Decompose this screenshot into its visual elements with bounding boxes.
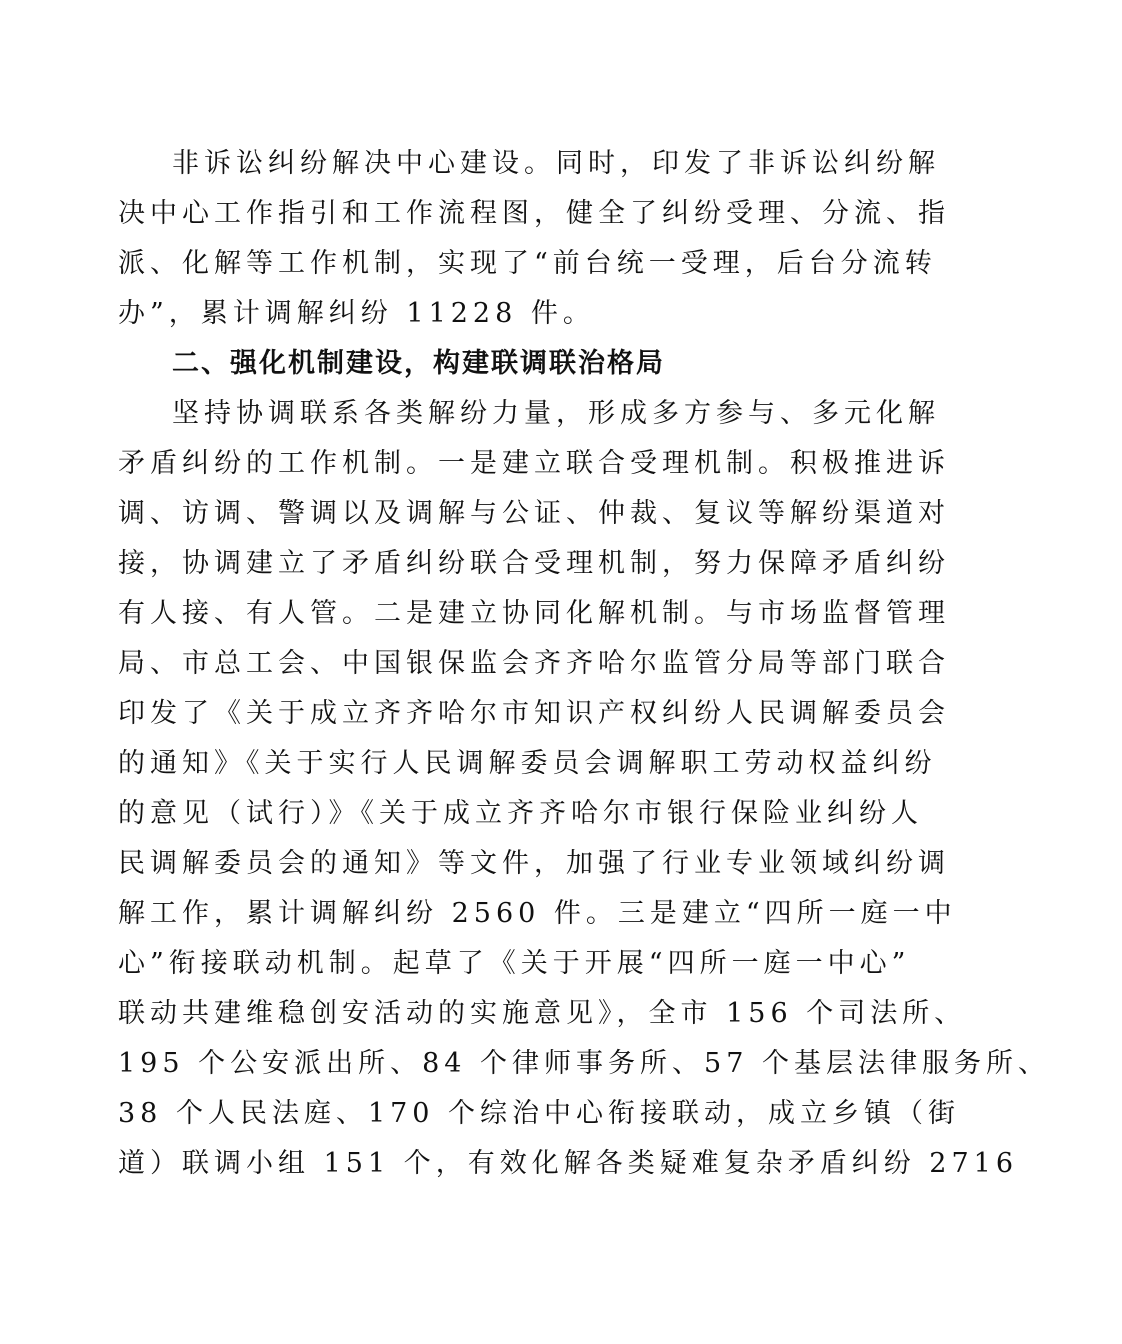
paragraph-line: 印发了《关于成立齐齐哈尔市知识产权纠纷人民调解委员会 [118, 698, 950, 729]
paragraph-line: 调、访调、警调以及调解与公证、仲裁、复议等解纷渠道对 [118, 498, 950, 529]
paragraph-line: 的通知》《关于实行人民调解委员会调解职工劳动权益纠纷 [118, 748, 937, 779]
paragraph-line: 接，协调建立了矛盾纠纷联合受理机制，努力保障矛盾纠纷 [118, 548, 950, 579]
paragraph-line: 38 个人民法庭、170 个综治中心衔接联动，成立乡镇（街 [118, 1098, 961, 1129]
paragraph-line: 联动共建维稳创安活动的实施意见》，全市 156 个司法所、 [118, 998, 967, 1029]
paragraph-line: 民调解委员会的通知》等文件，加强了行业专业领域纠纷调 [118, 848, 950, 879]
paragraph-line: 心”衔接联动机制。起草了《关于开展“四所一庭一中心” [118, 948, 911, 979]
paragraph-line: 矛盾纠纷的工作机制。一是建立联合受理机制。积极推进诉 [118, 448, 950, 479]
paragraph-line: 决中心工作指引和工作流程图，健全了纠纷受理、分流、指 [118, 198, 950, 229]
paragraph-line: 局、市总工会、中国银保监会齐齐哈尔监管分局等部门联合 [118, 648, 950, 679]
paragraph-line: 派、化解等工作机制，实现了“前台统一受理，后台分流转 [118, 248, 937, 279]
paragraph-line: 非诉讼纠纷解决中心建设。同时，印发了非诉讼纠纷解 [172, 148, 940, 179]
paragraph-line: 解工作，累计调解纠纷 2560 件。三是建立“四所一庭一中 [118, 898, 957, 929]
paragraph-line: 195 个公安派出所、84 个律师事务所、57 个基层法律服务所、 [118, 1048, 1050, 1079]
paragraph-line: 坚持协调联系各类解纷力量，形成多方参与、多元化解 [172, 398, 940, 429]
paragraph-line: 的意见（试行）》《关于成立齐齐哈尔市银行保险业纠纷人 [118, 798, 923, 829]
paragraph-line: 道）联调小组 151 个，有效化解各类疑难复杂矛盾纠纷 2716 [118, 1148, 1018, 1179]
section-heading: 二、强化机制建设，构建联调联治格局 [172, 348, 665, 379]
paragraph-line: 办”，累计调解纠纷 11228 件。 [118, 298, 595, 329]
paragraph-line: 有人接、有人管。二是建立协同化解机制。与市场监督管理 [118, 598, 950, 629]
